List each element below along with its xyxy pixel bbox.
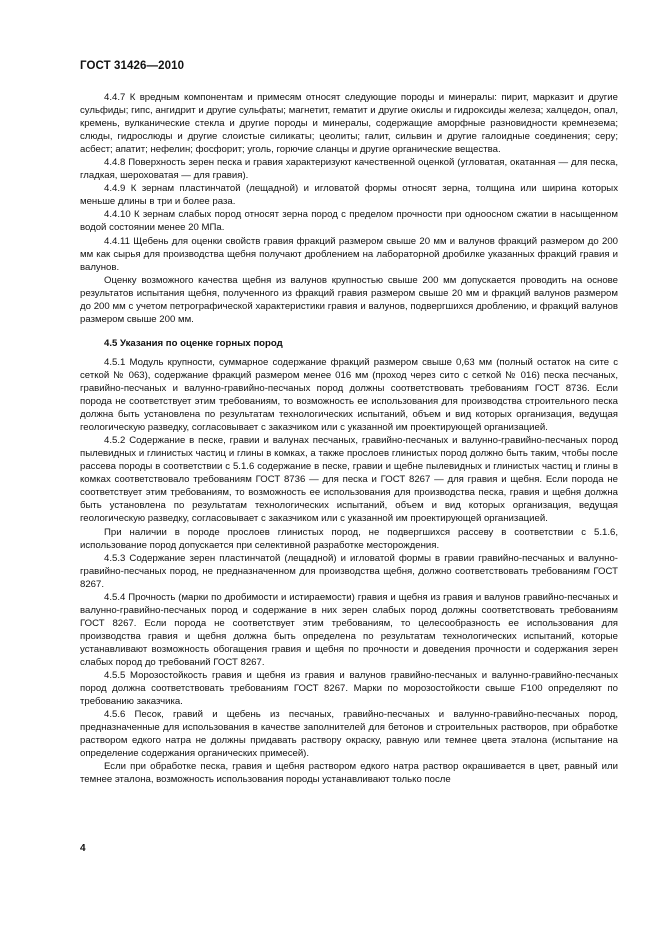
paragraph-4-4-7: 4.4.7 К вредным компонентам и примесям относят следующие породы и минералы: пирит, марказит и другие сульфиды; гипс, ангидрит и другие сульфаты; магнетит, гематит и другие окислы и гидроксиды железа; халцедон, опал, кремень, вулканические стекла и другие породы и минералы, содержащие аморфные разновидности кремнезема; слюды, гидрослюды и другие слоистые силикаты; цеолиты; галит, сильвин и другие галоидные соединения; серу; асбест; апатит; нефелин; фосфорит; уголь, горючие сланцы и другие органические вещества.	[80, 92, 618, 156]
document-body	[80, 91, 618, 786]
paragraph-4-4-9: 4.4.9 К зернам пластинчатой (лещадной) и игловатой формы относят зерна, толщина или ширина которых меньше длины в три и более раза.	[80, 183, 618, 208]
paragraph-4-4-10: 4.4.10 К зернам слабых пород относят зерна пород с пределом прочности при одноосном сжатии в насыщенном водой состоянии менее 20 МПа.	[80, 209, 618, 234]
paragraph-4-5-4: 4.5.4 Прочность (марки по дробимости и истираемости) гравия и щебня из гравия и валунов гравийно-песчаных и валунно-гравийно-песчаных пород и содержание в них зерен слабых пород должны соответствовать требованиям ГОСТ 8267. Если порода не соответствует этим требованиям, то целесообразность ее использования для производства гравия и щебня должна быть определена по результатам технологических испытаний, которые устанавливают возможность обогащения гравия и щебня по прочности и доведения прочности и содержания зерен слабых пород до требований ГОСТ 8267.	[80, 591, 618, 668]
paragraph-caustic-soda: Если при обработке песка, гравия и щебня раствором едкого натра раствор окрашивается в цвет, равный или темнее эталона, возможность использования породы устанавливают только после	[80, 761, 618, 786]
paragraph-4-5-5: 4.5.5 Морозостойкость гравия и щебня из гравия и валунов гравийно-песчаных и валунно-гравийно-песчаных пород должна соответствовать требованиям ГОСТ 8267. Марки по морозостойкости свыше F100 определяют по требованию заказчика.	[80, 670, 618, 708]
paragraph-boulder-quality: Оценку возможного качества щебня из валунов крупностью свыше 200 мм допускается проводить на основе результатов испытания щебня, полученного из фракций гравия размером свыше 20 мм и фракций валунов размером до 200 мм с учетом петрографической характеристики гравия и валунов, подвергшихся дроблению, и фракций валунов размером свыше 200 мм.	[80, 274, 618, 325]
paragraph-4-4-8: 4.4.8 Поверхность зерен песка и гравия характеризуют качественной оценкой (угловатая, окатанная — для песка, гладкая, шероховатая — для гравия).	[80, 157, 618, 182]
paragraph-4-5-3: 4.5.3 Содержание зерен пластинчатой (лещадной) и игловатой формы в гравии гравийно-песчаных и валунно-гравийно-песчаных пород, не предназначенном для производства щебня, должно соответствовать требованиям ГОСТ 8267.	[80, 552, 618, 590]
paragraph-4-5-6: 4.5.6 Песок, гравий и щебень из песчаных, гравийно-песчаных и валунно-гравийно-песчаных пород, предназначенные для использования в качестве заполнителей для бетонов и строительных растворов, при обработке раствором едкого натра не должны придавать раствору окраску, равную или темнее цвета эталона (испытание на определение содержания органических примесей).	[80, 709, 618, 760]
paragraph-4-4-11: 4.4.11 Щебень для оценки свойств гравия фракций размером свыше 20 мм и валунов фракций размером до 200 мм как сырья для производства щебня получают дроблением на лабораторной дробилке указанных фракций гравия и валунов.	[80, 235, 618, 273]
section-heading-4-5: 4.5 Указания по оценке горных пород	[104, 337, 283, 349]
paragraph-4-5-1: 4.5.1 Модуль крупности, суммарное содержание фракций размером свыше 0,63 мм (полный остаток на сите с сеткой № 063), содержание фракций размером менее 016 мм (проход через сито с сеткой № 016) песка песчаных, гравийно-песчаных и валунно-гравийно-песчаных пород должны соответствовать требованиям ГОСТ 8736. Если порода не соответствует этим требованиям, то возможность ее использования для производства строительного песка должна быть установлена по результатам технологических испытаний, объем и вид которых организация, ведущая геологическую разведку, согласовывает с заказчиком или с указанной им проектирующей организацией.	[80, 356, 618, 434]
document-header: ГОСТ 31426—2010	[80, 60, 185, 72]
paragraph-clay-layers: При наличии в породе прослоев глинистых пород, не подвергшихся рассеву в соответствии с 5.1.6, использование пород допускается при селективной разработке месторождения.	[80, 526, 618, 551]
paragraph-4-5-2: 4.5.2 Содержание в песке, гравии и валунах песчаных, гравийно-песчаных и валунно-гравийно-песчаных пород пылевидных и глинистых частиц и глины в комках, а также прослоев глинистых пород должно быть таким, чтобы после рассева породы в соответствии с 5.1.6 содержание в песке, гравии и щебне пылевидных и глинистых частиц и глины в комках соответствовало требованиям ГОСТ 8736 — для песка и ГОСТ 8267 — для гравия и щебня. Если порода не соответствует этим требованиям, то возможность ее использования для производства песка, гравия и щебня должна быть установлена по результатам технологических испытаний, объем и вид которых организация, ведущая геологическую разведку, согласовывает с заказчиком или с указанной им проектирующей организацией.	[80, 435, 618, 525]
page-number: 4	[80, 843, 86, 854]
